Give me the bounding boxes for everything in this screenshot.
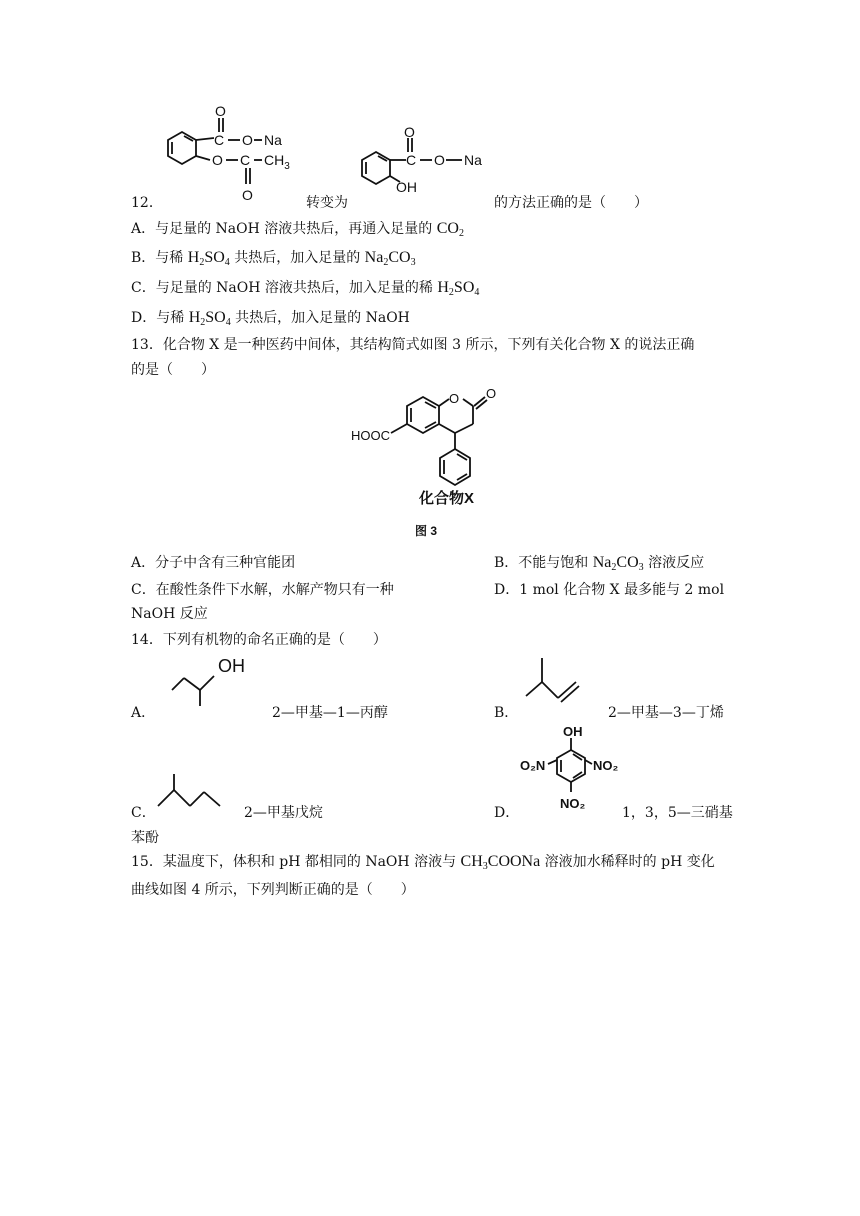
q15-stem-line1: 15．某温度下，体积和 pH 都相同的 NaOH 溶液与 $CH_3COONa$ 溶液加水稀释时的 pH 变化: [131, 853, 715, 872]
q12-option-d: D．与稀 $H_2SO_4$ 共热后，加入足量的 NaOH: [131, 309, 410, 328]
q13-option-a: A．分子中含有三种官能团: [131, 555, 296, 571]
q12-reactant-o-bottom: O: [242, 187, 253, 203]
q12-number: 12．: [131, 195, 163, 211]
q12-product-o-top: O: [404, 124, 415, 140]
q12-product-o: O: [434, 152, 445, 168]
q13-stem-line2: 的是（ ）: [131, 362, 215, 378]
q13-figure-caption: 图 3: [415, 524, 438, 538]
q13-ring-oxygen: O: [449, 391, 460, 406]
q14-option-a-name: 2—甲基—1—丙醇: [272, 705, 388, 721]
q12-reactant-ch3: $CH_3$: [264, 152, 290, 172]
q14-option-b-structure: [518, 652, 598, 712]
q14-option-a-oh: OH: [218, 656, 245, 676]
q12-mid-text: 转变为: [306, 195, 348, 211]
q13-option-d-continued: NaOH 反应: [131, 606, 208, 622]
q13-carbonyl-oxygen: O: [486, 386, 497, 401]
q14-option-b-letter: B．: [494, 705, 519, 721]
q12-tail-text: 的方法正确的是（ ）: [494, 195, 648, 211]
q14-option-c-structure: [148, 770, 238, 820]
q14-option-a-letter: A．: [131, 705, 156, 721]
q14-option-d-oh: OH: [563, 724, 583, 739]
q12-reactant-o-mid: O: [242, 132, 253, 148]
q14-option-d-no2-right: NO₂: [593, 758, 619, 773]
q13-compound-x-figure: [345, 375, 515, 545]
q12-reactant-structure: [158, 100, 308, 206]
q13-option-c: C．在酸性条件下水解，水解产物只有一种: [131, 582, 394, 598]
q14-stem: 14．下列有机物的命名正确的是（ ）: [131, 632, 387, 648]
q12-option-c: C．与足量的 NaOH 溶液共热后，加入足量的稀 $H_2SO_4$: [131, 279, 480, 298]
q12-option-a: A．与足量的 NaOH 溶液共热后，再通入足量的 $CO_2$: [131, 220, 464, 239]
q14-option-d-no2-bottom: NO₂: [560, 796, 586, 811]
q14-option-d-structure: [516, 722, 628, 822]
q14-option-b-name: 2—甲基—3—丁烯: [608, 705, 724, 721]
q14-option-d-letter: D．: [494, 805, 520, 821]
q12-reactant-c: C: [214, 132, 225, 148]
q12-reactant-na: Na: [264, 132, 282, 148]
q12-option-b: B．与稀 $H_2SO_4$ 共热后，加入足量的 $Na_2CO_3$: [131, 249, 416, 268]
q12-product-structure: [350, 124, 495, 206]
q13-stem-line1: 13．化合物 X 是一种医药中间体，其结构简式如图 3 所示，下列有关化合物 X 的说法正确: [131, 337, 695, 353]
q12-reactant-c2: C: [240, 152, 251, 168]
q13-hooc-label: HOOC: [351, 428, 390, 443]
q12-reactant-o-top: O: [215, 103, 226, 119]
q15-stem-line2: 曲线如图 4 所示，下列判断正确的是（ ）: [131, 882, 415, 898]
q14-option-c-name: 2—甲基戊烷: [244, 805, 323, 821]
q13-option-b: B．不能与饱和 $Na_2CO_3$ 溶液反应: [494, 554, 705, 573]
q14-option-a-structure: [162, 650, 262, 710]
q13-compound-name: 化合物X: [419, 490, 475, 507]
q12-product-na: Na: [464, 152, 482, 168]
q14-option-d-no2-left: O₂N: [520, 758, 546, 773]
q14-option-c-letter: C．: [131, 805, 156, 821]
q12-product-c: C: [406, 152, 417, 168]
q12-product-oh: OH: [396, 179, 417, 195]
q13-option-d: D．1 mol 化合物 X 最多能与 2 mol: [494, 582, 725, 598]
q12-reactant-o-low: O: [212, 152, 223, 168]
q14-option-d-name: 1，3，5—三硝基: [622, 805, 733, 821]
q14-option-d-name-continued: 苯酚: [131, 830, 159, 846]
